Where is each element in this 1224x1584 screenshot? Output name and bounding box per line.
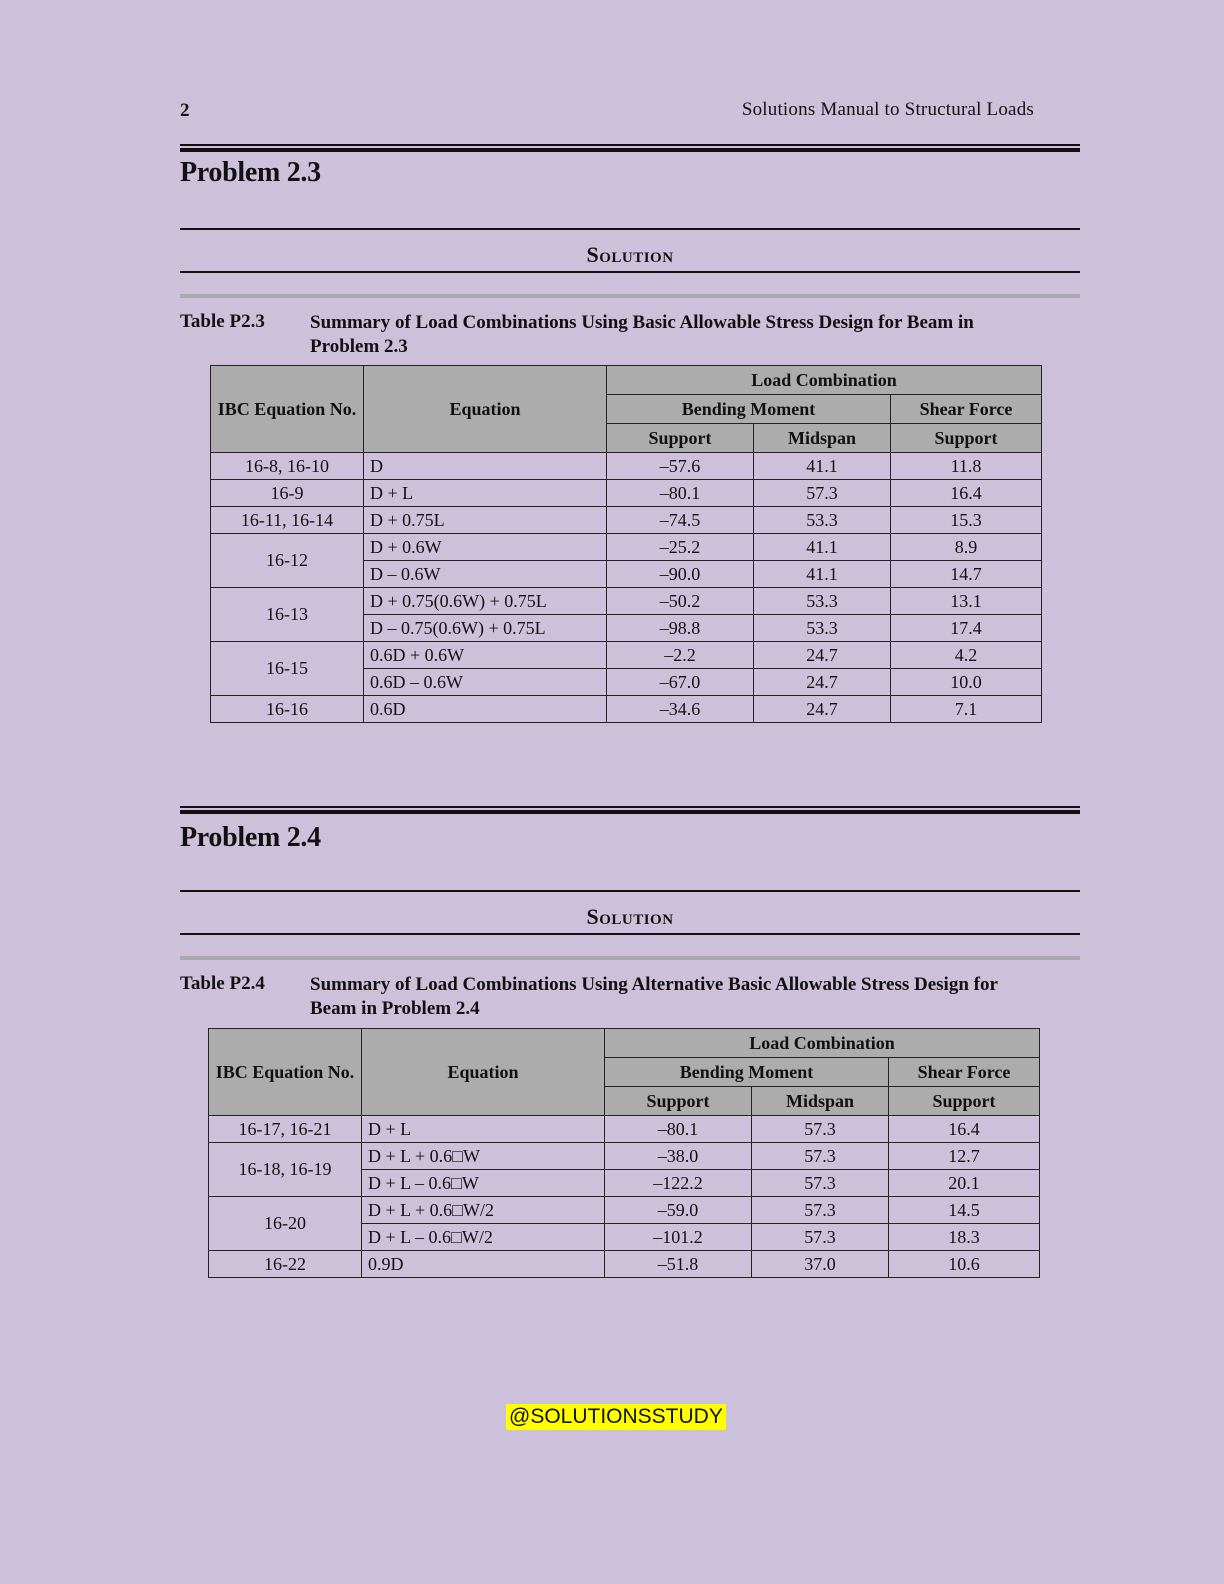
cell-ibc: 16-11, 16-14 (211, 507, 364, 534)
divider-gray (180, 956, 1080, 960)
cell-equation: 0.6D (364, 696, 607, 723)
cell-bm-support: –59.0 (605, 1197, 752, 1224)
table-label: Table P2.4 (180, 973, 265, 994)
table-caption: Summary of Load Combinations Using Alternative Basic Allowable Stress Design for Beam in Problem 2.4 (310, 974, 998, 1019)
col-header-ibc: IBC Equation No. (209, 1029, 362, 1116)
cell-sf-support: 16.4 (889, 1116, 1040, 1143)
cell-bm-support: –80.1 (607, 480, 754, 507)
cell-bm-support: –38.0 (605, 1143, 752, 1170)
col-header-equation: Equation (364, 366, 607, 453)
cell-ibc: 16-20 (209, 1197, 362, 1251)
col-header-midspan: Midspan (754, 424, 891, 453)
section-rule (180, 144, 1080, 153)
section-rule (180, 806, 1080, 815)
col-header-support: Support (607, 424, 754, 453)
cell-ibc: 16-9 (211, 480, 364, 507)
cell-equation: 0.6D – 0.6W (364, 669, 607, 696)
divider (180, 890, 1080, 892)
problem-title: Problem 2.3 (180, 157, 321, 188)
table-row (211, 480, 1042, 507)
table-row (211, 696, 1042, 723)
table-row (211, 642, 1042, 669)
cell-sf-support: 15.3 (891, 507, 1042, 534)
cell-bm-midspan: 53.3 (754, 507, 891, 534)
col-header-load-combination: Load Combination (605, 1029, 1040, 1058)
cell-bm-midspan: 24.7 (754, 669, 891, 696)
cell-ibc: 16-17, 16-21 (209, 1116, 362, 1143)
problem-title: Problem 2.4 (180, 822, 321, 853)
cell-sf-support: 4.2 (891, 642, 1042, 669)
cell-equation: D + L (364, 480, 607, 507)
page-number: 2 (180, 100, 190, 121)
cell-sf-support: 14.5 (889, 1197, 1040, 1224)
solution-heading (180, 904, 1080, 930)
watermark: @SOLUTIONSSTUDY (506, 1404, 726, 1430)
cell-bm-midspan: 41.1 (754, 561, 891, 588)
cell-ibc: 16-13 (211, 588, 364, 642)
table-label: Table P2.3 (180, 311, 265, 332)
table-row (209, 1251, 1040, 1278)
table-row (211, 507, 1042, 534)
cell-bm-support: –57.6 (607, 453, 754, 480)
cell-ibc: 16-12 (211, 534, 364, 588)
running-header: Solutions Manual to Structural Loads (741, 99, 1034, 120)
solution-heading-text: Solution (586, 242, 674, 267)
cell-equation: D + L – 0.6□W/2 (362, 1224, 605, 1251)
col-header-support: Support (605, 1087, 752, 1116)
cell-equation: D – 0.75(0.6W) + 0.75L (364, 615, 607, 642)
cell-bm-support: –98.8 (607, 615, 754, 642)
cell-ibc: 16-18, 16-19 (209, 1143, 362, 1197)
cell-bm-support: –122.2 (605, 1170, 752, 1197)
divider (180, 228, 1080, 230)
cell-bm-support: –34.6 (607, 696, 754, 723)
cell-equation: D (364, 453, 607, 480)
cell-equation: D + 0.75(0.6W) + 0.75L (364, 588, 607, 615)
col-header-support: Support (889, 1087, 1040, 1116)
cell-ibc: 16-8, 16-10 (211, 453, 364, 480)
cell-bm-midspan: 41.1 (754, 534, 891, 561)
cell-sf-support: 20.1 (889, 1170, 1040, 1197)
cell-ibc: 16-16 (211, 696, 364, 723)
cell-equation: 0.6D + 0.6W (364, 642, 607, 669)
table-row (209, 1143, 1040, 1170)
cell-equation: D – 0.6W (364, 561, 607, 588)
cell-bm-support: –2.2 (607, 642, 754, 669)
cell-sf-support: 8.9 (891, 534, 1042, 561)
cell-bm-midspan: 57.3 (752, 1116, 889, 1143)
cell-sf-support: 13.1 (891, 588, 1042, 615)
cell-bm-support: –74.5 (607, 507, 754, 534)
col-header-shear-force: Shear Force (891, 395, 1042, 424)
cell-sf-support: 14.7 (891, 561, 1042, 588)
cell-bm-midspan: 41.1 (754, 453, 891, 480)
cell-ibc: 16-15 (211, 642, 364, 696)
cell-bm-midspan: 37.0 (752, 1251, 889, 1278)
cell-sf-support: 16.4 (891, 480, 1042, 507)
cell-equation: D + 0.6W (364, 534, 607, 561)
cell-bm-support: –67.0 (607, 669, 754, 696)
solution-heading-text: Solution (586, 904, 674, 929)
cell-ibc: 16-22 (209, 1251, 362, 1278)
cell-equation: D + L + 0.6□W (362, 1143, 605, 1170)
cell-bm-midspan: 53.3 (754, 615, 891, 642)
cell-bm-support: –25.2 (607, 534, 754, 561)
cell-bm-midspan: 53.3 (754, 588, 891, 615)
cell-bm-support: –51.8 (605, 1251, 752, 1278)
table-row (209, 1197, 1040, 1224)
cell-sf-support: 10.0 (891, 669, 1042, 696)
divider (180, 271, 1080, 273)
cell-bm-support: –101.2 (605, 1224, 752, 1251)
cell-bm-midspan: 57.3 (754, 480, 891, 507)
cell-sf-support: 17.4 (891, 615, 1042, 642)
table-row (211, 588, 1042, 615)
cell-equation: D + L + 0.6□W/2 (362, 1197, 605, 1224)
col-header-ibc: IBC Equation No. (211, 366, 364, 453)
cell-bm-support: –90.0 (607, 561, 754, 588)
cell-sf-support: 7.1 (891, 696, 1042, 723)
cell-bm-support: –80.1 (605, 1116, 752, 1143)
col-header-midspan: Midspan (752, 1087, 889, 1116)
col-header-shear-force: Shear Force (889, 1058, 1040, 1087)
divider (180, 933, 1080, 935)
cell-equation: D + L – 0.6□W (362, 1170, 605, 1197)
cell-sf-support: 18.3 (889, 1224, 1040, 1251)
cell-bm-support: –50.2 (607, 588, 754, 615)
col-header-support: Support (891, 424, 1042, 453)
cell-equation: 0.9D (362, 1251, 605, 1278)
cell-bm-midspan: 57.3 (752, 1143, 889, 1170)
cell-sf-support: 12.7 (889, 1143, 1040, 1170)
divider-gray (180, 294, 1080, 298)
col-header-bending-moment: Bending Moment (605, 1058, 889, 1087)
table-row (211, 534, 1042, 561)
cell-bm-midspan: 24.7 (754, 696, 891, 723)
col-header-equation: Equation (362, 1029, 605, 1116)
cell-bm-midspan: 57.3 (752, 1224, 889, 1251)
col-header-bending-moment: Bending Moment (607, 395, 891, 424)
cell-bm-midspan: 57.3 (752, 1170, 889, 1197)
load-combination-table (208, 1028, 1040, 1278)
table-row (209, 1116, 1040, 1143)
cell-sf-support: 10.6 (889, 1251, 1040, 1278)
cell-bm-midspan: 57.3 (752, 1197, 889, 1224)
cell-sf-support: 11.8 (891, 453, 1042, 480)
cell-bm-midspan: 24.7 (754, 642, 891, 669)
solution-heading (180, 242, 1080, 268)
cell-equation: D + L (362, 1116, 605, 1143)
load-combination-table (210, 365, 1042, 723)
col-header-load-combination: Load Combination (607, 366, 1042, 395)
table-row (211, 453, 1042, 480)
cell-equation: D + 0.75L (364, 507, 607, 534)
table-caption: Summary of Load Combinations Using Basic Allowable Stress Design for Beam in Problem 2.3 (310, 312, 974, 357)
